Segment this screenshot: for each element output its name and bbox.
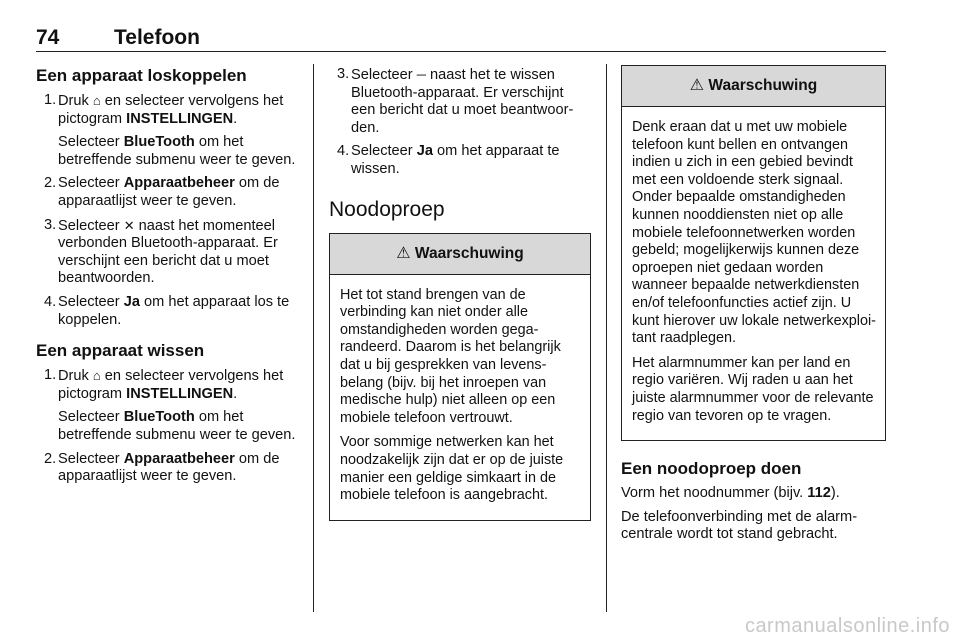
list-item: 4. Selecteer Ja om het apparaat te wissen.	[337, 143, 560, 177]
home-icon: ⌂	[92, 368, 101, 384]
home-icon: ⌂	[92, 93, 101, 108]
column-divider-2	[606, 64, 607, 612]
list-item: 2. Selecteer Apparaatbeheer om de apparaatlijst weer te geven.	[44, 175, 280, 209]
section-heading-emergency: Noodoproep	[329, 197, 445, 221]
column-1	[36, 60, 300, 492]
steps-delete-continued	[329, 66, 591, 179]
warning-body	[622, 107, 885, 440]
page-number: 74	[36, 26, 60, 49]
warning-box	[621, 65, 886, 441]
steps-delete	[36, 367, 300, 486]
header-divider	[36, 51, 886, 52]
footer-watermark: carmanualsonline.info	[744, 615, 950, 637]
minus-icon: ─	[416, 67, 426, 82]
warning-triangle-icon: ⚠	[689, 77, 705, 94]
list-item: 3. Selecteer ─ naast het te wissen Bluetooth-apparaat. Er verschijnt een bericht dat u moet beantwoorden.	[337, 66, 574, 136]
page-header	[36, 26, 886, 52]
list-item: 4. Selecteer Ja om het apparaat los te koppelen.	[44, 293, 290, 328]
warning-header	[622, 66, 885, 107]
warning-paragraph: Het tot stand brengen van de verbinding kan niet onder alle omstandigheden worden gegarandeerd. Daarom is het belangrijk dat u bij gesprekken van levensbelang (bijv. bij het inroepen van medische hulp) niet alleen op een mobiele telefoon vertrouwt.	[340, 286, 561, 426]
paragraph: De telefoonverbinding met de alarmcentrale wordt tot stand gebracht.	[621, 508, 858, 543]
warning-title: Waarschuwing	[708, 77, 818, 94]
warning-header	[330, 234, 590, 275]
warning-paragraph: Voor sommige netwerken kan het noodzakelijk zijn dat er op de juiste manier een geldige simkaart in de mobiele telefoon is aangebracht.	[340, 434, 564, 504]
page-title: Telefoon	[114, 26, 200, 49]
warning-body	[330, 275, 590, 520]
column-3	[621, 60, 886, 550]
warning-paragraph: Het alarmnummer kan per land en regio variëren. Wij raden u aan het juiste alarmnummer voor de relevante regio van tevoren op te vragen.	[632, 354, 874, 424]
paragraph: Vorm het noodnummer (bijv. 112).	[621, 485, 840, 502]
column-2	[329, 60, 591, 521]
warning-paragraph: Denk eraan dat u met uw mobiele telefoon kunt bellen en ontvangen indien u zich in een gebied bevindt met een voldoende sterk signaal. Onder bepaalde omstandigheden kunnen nooddiensten niet op alle mobiele telefoonnetwerken worden gebeld; mogelijkerwijs kunnen deze oproepen niet gedaan worden wanneer bepaalde netwerkdiensten en/of telefoonfuncties actief zijn. U kunt hierover uw lokale netwerkexploitant raadplegen.	[632, 119, 876, 347]
column-divider-1	[313, 64, 314, 612]
steps-disconnect	[36, 92, 300, 329]
list-item: 2. Selecteer Apparaatbeheer om de apparaatlijst weer te geven.	[44, 450, 280, 485]
warning-triangle-icon: ⚠	[396, 244, 411, 262]
close-x-icon: ✕	[123, 217, 135, 233]
list-item: 1. Druk ⌂ en selecteer vervolgens het pictogram INSTELLINGEN. Selecteer BlueTooth om het betreffende submenu weer te geven.	[44, 367, 296, 443]
section-title-emergency-call: Een noodoproep doen	[621, 459, 802, 479]
warning-title: Waarschuwing	[414, 244, 524, 262]
warning-box	[329, 233, 591, 521]
section-title-disconnect: Een apparaat loskoppelen	[36, 66, 247, 85]
list-item: 1. Druk ⌂ en selecteer vervolgens het pictogram INSTELLINGEN. Selecteer BlueTooth om het betreffende submenu weer te geven.	[44, 92, 296, 168]
section-title-delete: Een apparaat wissen	[36, 341, 205, 361]
list-item: 3. Selecteer ✕ naast het momenteel verbonden Bluetooth-apparaat. Er verschijnt een bericht dat u moet beantwoorden.	[44, 216, 278, 287]
